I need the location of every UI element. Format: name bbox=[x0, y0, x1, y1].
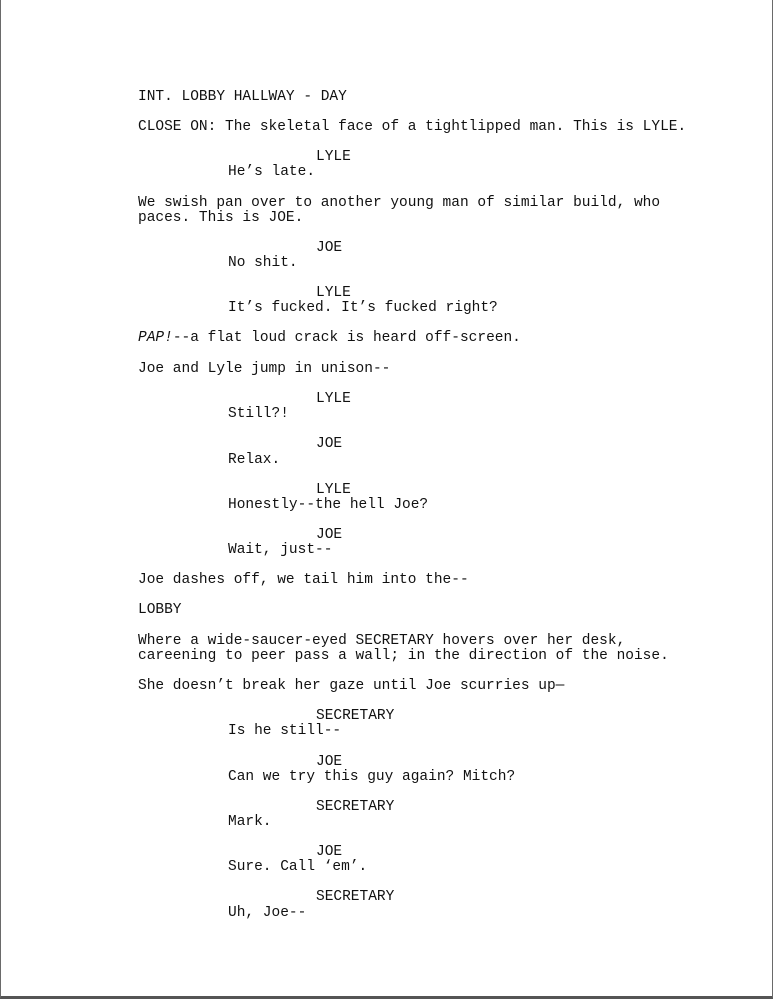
character-cue: LYLE bbox=[316, 149, 351, 165]
dialogue-line: Uh, Joe-- bbox=[228, 905, 307, 921]
character-cue: LYLE bbox=[316, 482, 351, 498]
character-cue: JOE bbox=[316, 844, 343, 860]
action-line-text: --a flat loud crack is heard off-screen. bbox=[172, 330, 521, 346]
dialogue-line: Is he still-- bbox=[228, 723, 342, 739]
dialogue-line: Relax. bbox=[228, 452, 281, 468]
dialogue-line: Still?! bbox=[228, 406, 289, 422]
character-cue: JOE bbox=[316, 436, 343, 452]
scene-heading: LOBBY bbox=[138, 602, 182, 618]
character-cue: SECRETARY bbox=[316, 708, 395, 724]
action-line bbox=[138, 331, 521, 346]
dialogue-line: Can we try this guy again? Mitch? bbox=[228, 769, 516, 785]
action-line: Joe and Lyle jump in unison-- bbox=[138, 361, 391, 377]
dialogue-line: It’s fucked. It’s fucked right? bbox=[228, 300, 498, 316]
action-line: careening to peer pass a wall; in the direction of the noise. bbox=[138, 648, 669, 664]
action-line: We swish pan over to another young man of similar build, who bbox=[138, 195, 661, 211]
character-cue: SECRETARY bbox=[316, 799, 395, 815]
scene-heading: INT. LOBBY HALLWAY - DAY bbox=[138, 89, 347, 105]
dialogue-line: Wait, just-- bbox=[228, 542, 333, 558]
dialogue-line: Honestly--the hell Joe? bbox=[228, 497, 429, 513]
sound-effect-emphasis: PAP! bbox=[138, 330, 173, 346]
character-cue: JOE bbox=[316, 527, 343, 543]
action-line: She doesn’t break her gaze until Joe scurries up— bbox=[138, 678, 565, 694]
action-line: paces. This is JOE. bbox=[138, 210, 304, 226]
dialogue-line: Sure. Call ‘em’. bbox=[228, 859, 368, 875]
character-cue: JOE bbox=[316, 240, 343, 256]
character-cue: JOE bbox=[316, 754, 343, 770]
character-cue: SECRETARY bbox=[316, 889, 395, 905]
action-line: Joe dashes off, we tail him into the-- bbox=[138, 572, 469, 588]
character-cue: LYLE bbox=[316, 285, 351, 301]
dialogue-line: No shit. bbox=[228, 255, 298, 271]
action-line: CLOSE ON: The skeletal face of a tightlipped man. This is LYLE. bbox=[138, 119, 687, 135]
character-cue: LYLE bbox=[316, 391, 351, 407]
dialogue-line: He’s late. bbox=[228, 164, 316, 180]
dialogue-line: Mark. bbox=[228, 814, 272, 830]
action-line: Where a wide-saucer-eyed SECRETARY hovers over her desk, bbox=[138, 633, 626, 649]
